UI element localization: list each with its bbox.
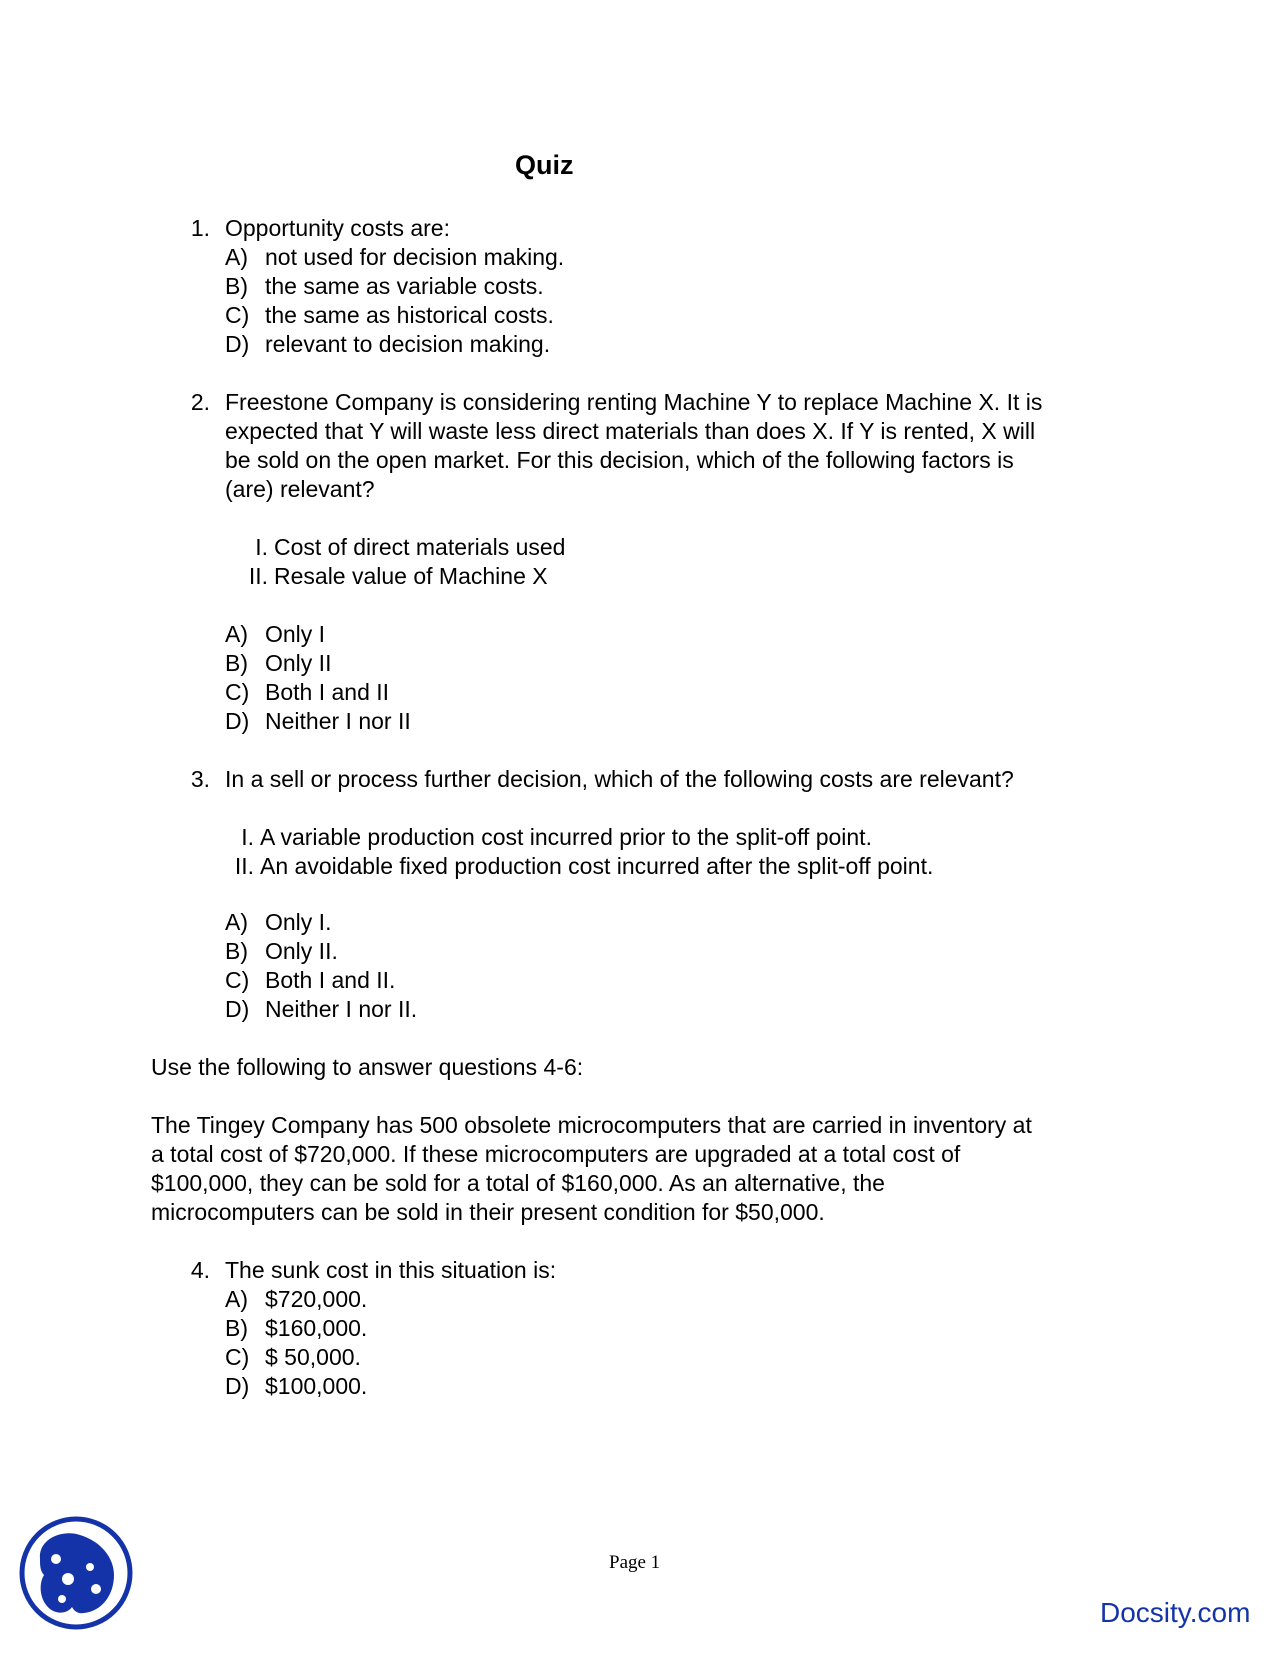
option-letter: C) <box>225 679 250 705</box>
option-letter: D) <box>225 331 250 357</box>
item-text: Cost of direct materials used <box>274 534 566 560</box>
item-text: An avoidable fixed production cost incurred after the split-off point. <box>260 853 934 879</box>
item-numeral: II. <box>234 853 254 879</box>
question-text-line: expected that Y will waste less direct materials than does X. If Y is rented, X will <box>225 418 1036 444</box>
question-number: 1. <box>190 215 210 241</box>
option-text: Only II <box>265 650 332 676</box>
option-text: relevant to decision making. <box>265 331 551 357</box>
option-letter: B) <box>225 650 248 676</box>
instruction-text: Use the following to answer questions 4-6: <box>151 1054 584 1080</box>
option-text: $ 50,000. <box>265 1344 361 1370</box>
item-numeral: II. <box>248 563 268 589</box>
option-text: Neither I nor II. <box>265 996 418 1022</box>
item-numeral: I. <box>255 534 268 560</box>
option-text: Only I <box>265 621 326 647</box>
option-letter: D) <box>225 996 250 1022</box>
scenario-line: microcomputers can be sold in their present condition for $50,000. <box>151 1199 825 1225</box>
option-text: the same as variable costs. <box>265 273 544 299</box>
question-text-line: Opportunity costs are: <box>225 215 450 241</box>
option-text: the same as historical costs. <box>265 302 554 328</box>
option-letter: D) <box>225 1373 250 1399</box>
docsity-brand-link[interactable]: Docsity.com <box>1100 1597 1251 1628</box>
option-letter: C) <box>225 1344 250 1370</box>
question-number: 4. <box>190 1257 210 1283</box>
question-text-line: The sunk cost in this situation is: <box>225 1257 557 1283</box>
option-text: not used for decision making. <box>265 244 565 270</box>
page-number: Page 1 <box>609 1552 661 1573</box>
page-title: Quiz <box>515 150 574 180</box>
scenario-line: $100,000, they can be sold for a total of $160,000. As an alternative, the <box>151 1170 885 1196</box>
option-letter: A) <box>225 1286 248 1312</box>
question-text-line: (are) relevant? <box>225 476 375 502</box>
option-letter: A) <box>225 909 248 935</box>
option-text: Only II. <box>265 938 338 964</box>
docsity-logo-icon <box>18 1515 134 1631</box>
option-letter: C) <box>225 967 250 993</box>
question-number: 3. <box>190 766 210 792</box>
scenario-line: a total cost of $720,000. If these microcomputers are upgraded at a total cost of <box>151 1141 961 1167</box>
option-letter: A) <box>225 244 248 270</box>
option-text: $160,000. <box>265 1315 368 1341</box>
question-text-line: be sold on the open market. For this decision, which of the following factors is <box>225 447 1014 473</box>
question-number: 2. <box>190 389 210 415</box>
option-letter: B) <box>225 938 248 964</box>
option-letter: B) <box>225 1315 248 1341</box>
option-letter: C) <box>225 302 250 328</box>
option-text: $100,000. <box>265 1373 368 1399</box>
option-text: Both I and II. <box>265 967 396 993</box>
question-text-line: Freestone Company is considering renting Machine Y to replace Machine X. It is <box>225 389 1043 415</box>
option-text: Only I. <box>265 909 332 935</box>
option-letter: D) <box>225 708 250 734</box>
option-letter: B) <box>225 273 248 299</box>
option-text: Both I and II <box>265 679 390 705</box>
item-numeral: I. <box>241 824 254 850</box>
option-letter: A) <box>225 621 248 647</box>
option-text: $720,000. <box>265 1286 368 1312</box>
scenario-line: The Tingey Company has 500 obsolete microcomputers that are carried in inventory at <box>151 1112 1032 1138</box>
option-text: Neither I nor II <box>265 708 411 734</box>
item-text: Resale value of Machine X <box>274 563 548 589</box>
question-text-line: In a sell or process further decision, which of the following costs are relevant? <box>225 766 1014 792</box>
item-text: A variable production cost incurred prior to the split-off point. <box>260 824 872 850</box>
